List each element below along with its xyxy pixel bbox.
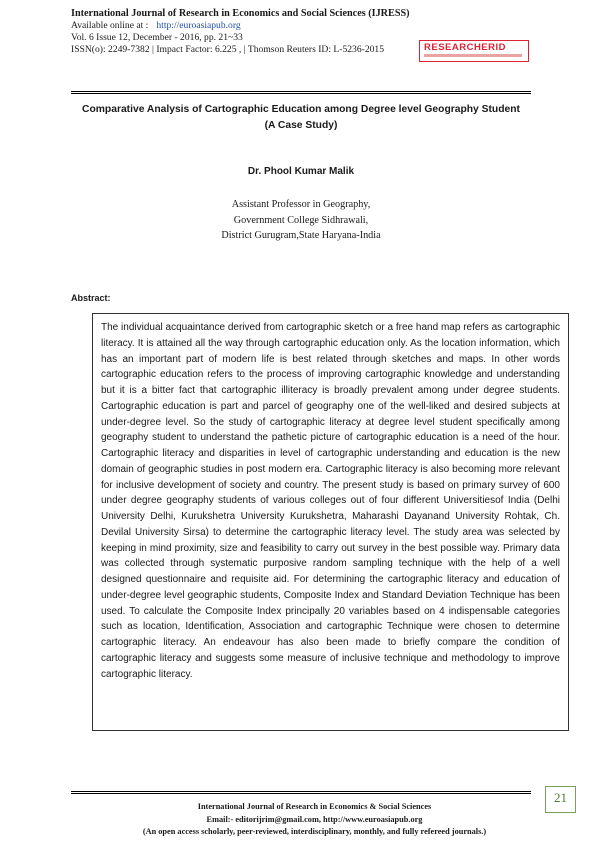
- header-rule-2: [71, 93, 531, 94]
- abstract-label: Abstract:: [71, 293, 111, 303]
- footer-rule-2: [71, 793, 531, 794]
- page-number: 21: [554, 790, 567, 805]
- title-line-2: (A Case Study): [264, 120, 338, 131]
- title-line-1: Comparative Analysis of Cartographic Education among Degree level Geography Student: [82, 104, 520, 115]
- paper-title: [71, 102, 531, 134]
- footer-email: Email:- editorijrim@gmail.com, http://www.euroasiapub.org: [206, 814, 423, 824]
- affiliation-line-1: Assistant Professor in Geography,: [231, 199, 371, 210]
- available-label: Available online at :: [71, 20, 149, 31]
- logo-underline: [424, 54, 522, 57]
- issn-info: ISSN(o): 2249-7382 | Impact Factor: 6.225 , | Thomson Reuters ID: L-5236-2015: [71, 44, 385, 55]
- affiliation-line-2: Government College Sidhrawali,: [233, 214, 369, 226]
- journal-title: International Journal of Research in Economics and Social Sciences (IJRESS): [71, 8, 410, 19]
- logo-text: RESEARCHERID: [424, 42, 507, 53]
- affiliation-line-3: District Gurugram,State Haryana-India: [221, 230, 381, 241]
- volume-info: Vol. 6 Issue 12, December - 2016, pp. 21~33: [71, 32, 243, 43]
- researcherid-logo: [419, 40, 529, 62]
- author-name: Dr. Phool Kumar Malik: [247, 166, 355, 177]
- footer-description: (An open access scholarly, peer-reviewed, interdisciplinary, monthly, and fully refereed journals.): [142, 827, 487, 836]
- footer-rule: [71, 791, 531, 792]
- header-rule: [71, 91, 531, 92]
- author-affiliation: [71, 197, 531, 244]
- journal-footer: [71, 801, 558, 839]
- abstract-box: [92, 313, 569, 731]
- availability-line: [71, 20, 531, 32]
- footer-journal: International Journal of Research in Economics & Social Sciences: [197, 802, 432, 811]
- journal-url-link[interactable]: http://euroasiapub.org: [156, 20, 241, 31]
- abstract-text: The individual acquaintance derived from cartographic sketch or a free hand map refers as cartographic literacy. It is attained all the way through cartographic education only. As the location information, which has an important part of modern life is best related through sketches and maps. In other words cartographic education refers to the process of improving cartographic knowledge and understanding but it is a bitter fact that cartographic illiteracy is broadly prevalent among under degree students. Cartographic education is part and parcel of geography one of the well-liked and desired subjects at under-degree level. So the study of cartographic literacy at degree level student specifically among geography student to understand the pathetic picture of cartographic education is a need of the hour. Cartographic literacy and disparities in level of cartographic understanding and education is the new domain of geographic studies in post modern era. Cartographic literacy is also becoming more relevant for inclusive development of society and country. The present study is based on primary survey of 600 under degree geography students of various colleges out of four different Universitiesof India (Delhi University Delhi, Kurukshetra University Kurukshetra, Maharashi Dayanand University Rohtak, Ch. Devilal University Sirsa) to determine the cartographic literacy level. The study area was selected by keeping in mind proximity, size and feasibility to carry out survey in the best possible way. Primary data was collected through systematic purposive random sampling technique with the help of a well designed questionnaire and requisite aid. For determining the cartographic literacy and education of under-degree level geographic students, Composite Index and Standard Deviation Technique has been used. To calculate the Composite Index principally 20 variables based on 4 indispensable categories such as location, Identification, Association and cartographic Technique were chosen to determine cartographic literacy. An endeavour has also been made to briefly compare the condition of cartographic literacy and suggests some measure of inclusive technique and methodology to improve cartographic literacy.: [101, 322, 560, 680]
